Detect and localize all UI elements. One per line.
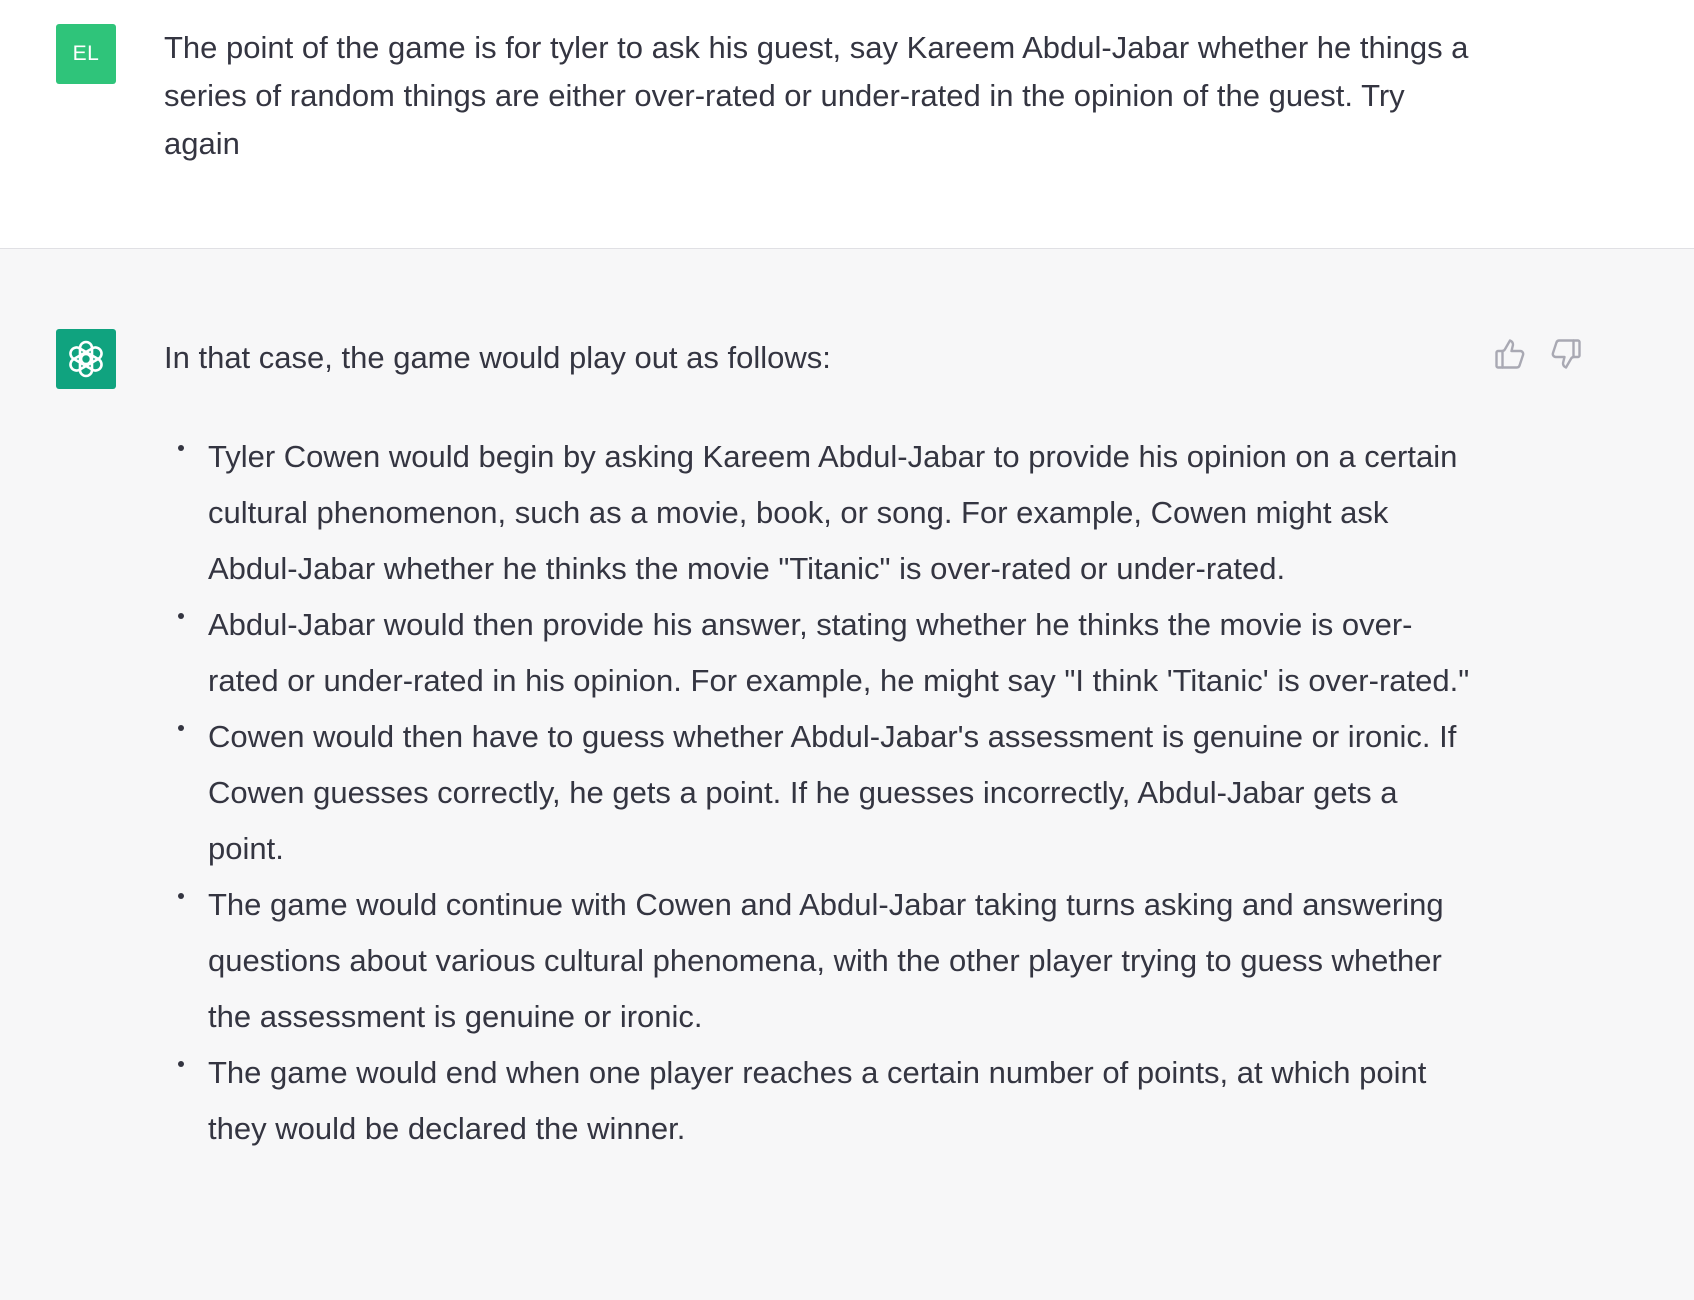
list-item-text: The game would end when one player reaches a certain number of points, at which point they would be declared the winner. (208, 1055, 1427, 1146)
list-item-text: The game would continue with Cowen and Abdul-Jabar taking turns asking and answering questions about various cultural phenomena, with the other player trying to guess whether the assessment is genuine or ironic. (208, 887, 1444, 1034)
openai-logo-icon (64, 337, 108, 381)
bullet-dot (178, 613, 184, 619)
thumbs-down-button[interactable] (1548, 336, 1584, 372)
bullet-dot (178, 445, 184, 451)
assistant-bullet-list (164, 429, 1474, 1157)
thumbs-up-button[interactable] (1492, 336, 1528, 372)
list-item (164, 1045, 1474, 1157)
thumbs-down-icon (1548, 336, 1584, 372)
assistant-intro-text: In that case, the game would play out as follows: (164, 340, 831, 375)
list-item-text: Tyler Cowen would begin by asking Kareem Abdul-Jabar to provide his opinion on a certain cultural phenomenon, such as a movie, book, or song. For example, Cowen might ask Abdul-Jabar whether he thinks the movie "Titanic" is over-rated or under-rated. (208, 439, 1458, 586)
thumbs-up-icon (1492, 336, 1528, 372)
list-item (164, 429, 1474, 597)
bullet-dot (178, 893, 184, 899)
list-item (164, 709, 1474, 877)
assistant-avatar (56, 329, 116, 389)
bullet-dot (178, 1061, 184, 1067)
user-message-text: The point of the game is for tyler to ask his guest, say Kareem Abdul-Jabar whether he things a series of random things are either over-rated or under-rated in the opinion of the guest. Try again (164, 30, 1469, 161)
list-item-text: Cowen would then have to guess whether Abdul-Jabar's assessment is genuine or ironic. If Cowen guesses correctly, he gets a point. If he guesses incorrectly, Abdul-Jabar gets a point. (208, 719, 1457, 866)
list-item (164, 877, 1474, 1045)
user-avatar-initials: EL (72, 42, 100, 65)
user-message-row (0, 0, 1694, 249)
list-item-text: Abdul-Jabar would then provide his answer, stating whether he thinks the movie is over-rated or under-rated in his opinion. For example, he might say "I think 'Titanic' is over-rated." (208, 607, 1470, 698)
list-item (164, 597, 1474, 709)
user-avatar (56, 24, 116, 84)
bullet-dot (178, 725, 184, 731)
